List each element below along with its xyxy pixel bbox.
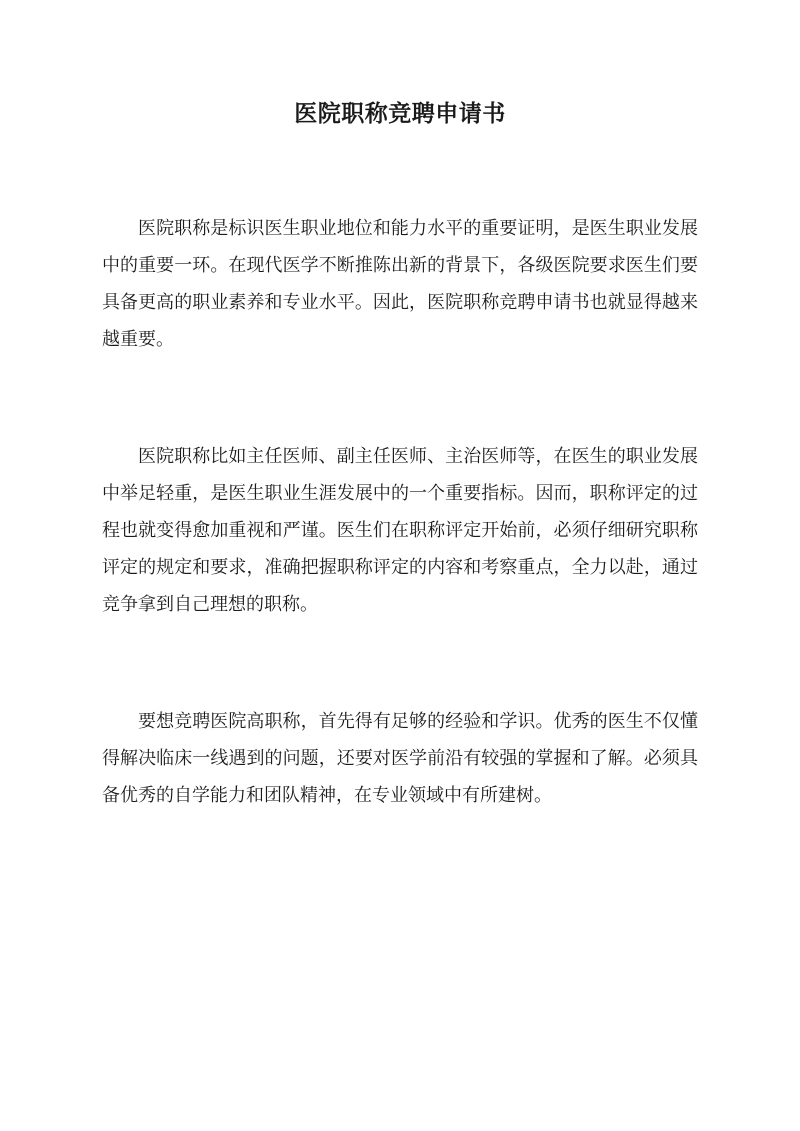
paragraph-3: 要想竞聘医院高职称，首先得有足够的经验和学识。优秀的医生不仅懂得解决临床一线遇到的问题，还要对医学前沿有较强的掌握和了解。必须具备优秀的自学能力和团队精神，在专业领域中有所建树。 [102, 711, 698, 806]
paragraph-1: 医院职称是标识医生职业地位和能力水平的重要证明，是医生职业发展中的重要一环。在现代医学不断推陈出新的背景下，各级医院要求医生们要具备更高的职业素养和专业水平。因此，医院职称竞聘申请书也就显得越来越重要。 [102, 218, 698, 350]
document-title: 医院职称竞聘申请书 [294, 100, 506, 127]
paragraph-2: 医院职称比如主任医师、副主任医师、主治医师等，在医生的职业发展中举足轻重，是医生职业生涯发展中的一个重要指标。因而，职称评定的过程也就变得愈加重视和严谨。医生们在职称评定开始前，必须仔细研究职称评定的规定和要求，准确把握职称评定的内容和考察重点，全力以赴，通过竞争拿到自己理想的职称。 [102, 446, 698, 615]
document-body [102, 210, 698, 894]
